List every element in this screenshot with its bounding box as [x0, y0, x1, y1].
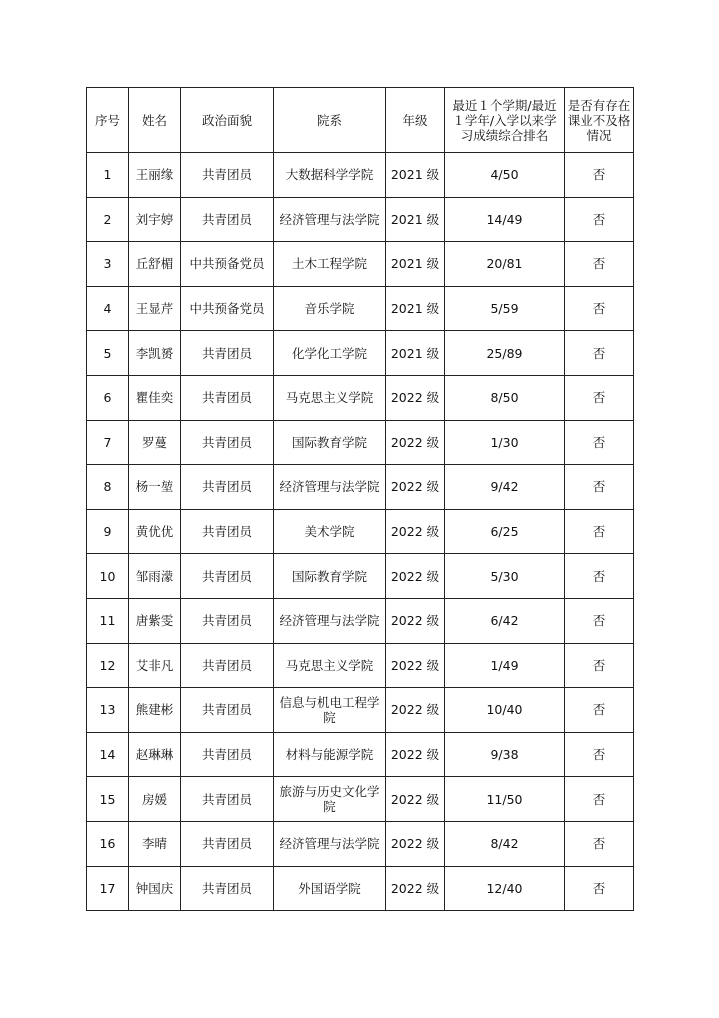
cell-index: 12 — [87, 643, 129, 688]
table-row — [87, 643, 634, 688]
cell-name: 黄优优 — [129, 509, 181, 554]
cell-failed-courses: 否 — [565, 598, 634, 643]
cell-ranking: 4/50 — [445, 153, 565, 198]
cell-department: 马克思主义学院 — [274, 375, 386, 420]
cell-index: 7 — [87, 420, 129, 465]
cell-department: 经济管理与法学院 — [274, 197, 386, 242]
cell-political-status: 共青团员 — [181, 777, 274, 822]
cell-political-status: 共青团员 — [181, 465, 274, 510]
cell-name: 赵琳琳 — [129, 732, 181, 777]
cell-name: 刘宇婷 — [129, 197, 181, 242]
cell-failed-courses: 否 — [565, 866, 634, 911]
cell-grade: 2022 级 — [386, 732, 445, 777]
table-row — [87, 197, 634, 242]
cell-political-status: 共青团员 — [181, 420, 274, 465]
table-row — [87, 331, 634, 376]
cell-failed-courses: 否 — [565, 153, 634, 198]
cell-failed-courses: 否 — [565, 331, 634, 376]
cell-failed-courses: 否 — [565, 821, 634, 866]
cell-index: 4 — [87, 286, 129, 331]
cell-ranking: 5/30 — [445, 554, 565, 599]
cell-grade: 2022 级 — [386, 643, 445, 688]
cell-ranking: 25/89 — [445, 331, 565, 376]
cell-ranking: 20/81 — [445, 242, 565, 287]
cell-index: 2 — [87, 197, 129, 242]
header-ranking: 最近１个学期/最近１学年/入学以来学习成绩综合排名 — [445, 88, 565, 153]
cell-failed-courses: 否 — [565, 509, 634, 554]
cell-name: 艾非凡 — [129, 643, 181, 688]
cell-name: 钟国庆 — [129, 866, 181, 911]
cell-index: 15 — [87, 777, 129, 822]
table-row — [87, 242, 634, 287]
cell-grade: 2022 级 — [386, 420, 445, 465]
table-row — [87, 688, 634, 733]
cell-failed-courses: 否 — [565, 242, 634, 287]
cell-index: 16 — [87, 821, 129, 866]
cell-failed-courses: 否 — [565, 554, 634, 599]
cell-failed-courses: 否 — [565, 375, 634, 420]
header-failed-courses: 是否有存在课业不及格情况 — [565, 88, 634, 153]
cell-index: 3 — [87, 242, 129, 287]
cell-ranking: 9/42 — [445, 465, 565, 510]
cell-failed-courses: 否 — [565, 643, 634, 688]
cell-political-status: 共青团员 — [181, 598, 274, 643]
cell-political-status: 共青团员 — [181, 153, 274, 198]
cell-grade: 2022 级 — [386, 688, 445, 733]
cell-ranking: 5/59 — [445, 286, 565, 331]
cell-ranking: 11/50 — [445, 777, 565, 822]
cell-grade: 2022 级 — [386, 509, 445, 554]
cell-failed-courses: 否 — [565, 732, 634, 777]
cell-department: 国际教育学院 — [274, 420, 386, 465]
cell-grade: 2022 级 — [386, 598, 445, 643]
cell-political-status: 共青团员 — [181, 643, 274, 688]
cell-index: 11 — [87, 598, 129, 643]
header-political-status: 政治面貌 — [181, 88, 274, 153]
table-row — [87, 465, 634, 510]
cell-political-status: 共青团员 — [181, 375, 274, 420]
cell-name: 房媛 — [129, 777, 181, 822]
cell-ranking: 8/50 — [445, 375, 565, 420]
cell-failed-courses: 否 — [565, 286, 634, 331]
table-row — [87, 286, 634, 331]
cell-grade: 2021 级 — [386, 153, 445, 198]
table-body — [87, 153, 634, 911]
cell-political-status: 共青团员 — [181, 821, 274, 866]
header-name: 姓名 — [129, 88, 181, 153]
cell-index: 6 — [87, 375, 129, 420]
cell-failed-courses: 否 — [565, 420, 634, 465]
cell-grade: 2021 级 — [386, 197, 445, 242]
cell-name: 唐紫雯 — [129, 598, 181, 643]
cell-department: 经济管理与法学院 — [274, 598, 386, 643]
table-row — [87, 509, 634, 554]
cell-ranking: 6/42 — [445, 598, 565, 643]
cell-ranking: 1/30 — [445, 420, 565, 465]
cell-political-status: 共青团员 — [181, 866, 274, 911]
cell-ranking: 14/49 — [445, 197, 565, 242]
cell-ranking: 12/40 — [445, 866, 565, 911]
cell-name: 罗蔓 — [129, 420, 181, 465]
cell-grade: 2021 级 — [386, 286, 445, 331]
cell-department: 材料与能源学院 — [274, 732, 386, 777]
table-row — [87, 375, 634, 420]
cell-name: 李凯赟 — [129, 331, 181, 376]
cell-grade: 2022 级 — [386, 554, 445, 599]
student-ranking-table — [86, 87, 634, 911]
cell-grade: 2021 级 — [386, 242, 445, 287]
cell-political-status: 共青团员 — [181, 688, 274, 733]
cell-name: 杨一堃 — [129, 465, 181, 510]
cell-political-status: 共青团员 — [181, 732, 274, 777]
table-row — [87, 866, 634, 911]
table-row — [87, 153, 634, 198]
cell-department: 土木工程学院 — [274, 242, 386, 287]
header-grade: 年级 — [386, 88, 445, 153]
cell-ranking: 9/38 — [445, 732, 565, 777]
cell-grade: 2022 级 — [386, 866, 445, 911]
cell-index: 13 — [87, 688, 129, 733]
cell-political-status: 共青团员 — [181, 554, 274, 599]
table-header-row — [87, 88, 634, 153]
cell-department: 外国语学院 — [274, 866, 386, 911]
cell-failed-courses: 否 — [565, 688, 634, 733]
cell-index: 8 — [87, 465, 129, 510]
cell-failed-courses: 否 — [565, 197, 634, 242]
cell-department: 信息与机电工程学院 — [274, 688, 386, 733]
table-row — [87, 821, 634, 866]
cell-ranking: 8/42 — [445, 821, 565, 866]
cell-name: 王丽缘 — [129, 153, 181, 198]
cell-index: 17 — [87, 866, 129, 911]
table-row — [87, 732, 634, 777]
cell-department: 美术学院 — [274, 509, 386, 554]
cell-name: 邹雨濛 — [129, 554, 181, 599]
cell-political-status: 共青团员 — [181, 509, 274, 554]
cell-department: 大数据科学学院 — [274, 153, 386, 198]
cell-ranking: 6/25 — [445, 509, 565, 554]
cell-index: 5 — [87, 331, 129, 376]
cell-failed-courses: 否 — [565, 465, 634, 510]
cell-department: 经济管理与法学院 — [274, 821, 386, 866]
cell-department: 旅游与历史文化学院 — [274, 777, 386, 822]
cell-political-status: 中共预备党员 — [181, 286, 274, 331]
cell-political-status: 共青团员 — [181, 331, 274, 376]
cell-department: 马克思主义学院 — [274, 643, 386, 688]
cell-name: 瞿佳奕 — [129, 375, 181, 420]
table-row — [87, 598, 634, 643]
cell-index: 9 — [87, 509, 129, 554]
cell-ranking: 10/40 — [445, 688, 565, 733]
cell-index: 1 — [87, 153, 129, 198]
header-department: 院系 — [274, 88, 386, 153]
table-row — [87, 420, 634, 465]
cell-name: 丘舒楣 — [129, 242, 181, 287]
cell-index: 10 — [87, 554, 129, 599]
cell-department: 化学化工学院 — [274, 331, 386, 376]
cell-index: 14 — [87, 732, 129, 777]
cell-failed-courses: 否 — [565, 777, 634, 822]
cell-grade: 2021 级 — [386, 331, 445, 376]
cell-department: 经济管理与法学院 — [274, 465, 386, 510]
cell-political-status: 中共预备党员 — [181, 242, 274, 287]
cell-ranking: 1/49 — [445, 643, 565, 688]
cell-name: 熊建彬 — [129, 688, 181, 733]
table-row — [87, 554, 634, 599]
cell-name: 王显芹 — [129, 286, 181, 331]
cell-department: 音乐学院 — [274, 286, 386, 331]
cell-grade: 2022 级 — [386, 375, 445, 420]
cell-name: 李晴 — [129, 821, 181, 866]
cell-grade: 2022 级 — [386, 821, 445, 866]
header-index: 序号 — [87, 88, 129, 153]
cell-department: 国际教育学院 — [274, 554, 386, 599]
cell-grade: 2022 级 — [386, 465, 445, 510]
table-row — [87, 777, 634, 822]
cell-grade: 2022 级 — [386, 777, 445, 822]
cell-political-status: 共青团员 — [181, 197, 274, 242]
